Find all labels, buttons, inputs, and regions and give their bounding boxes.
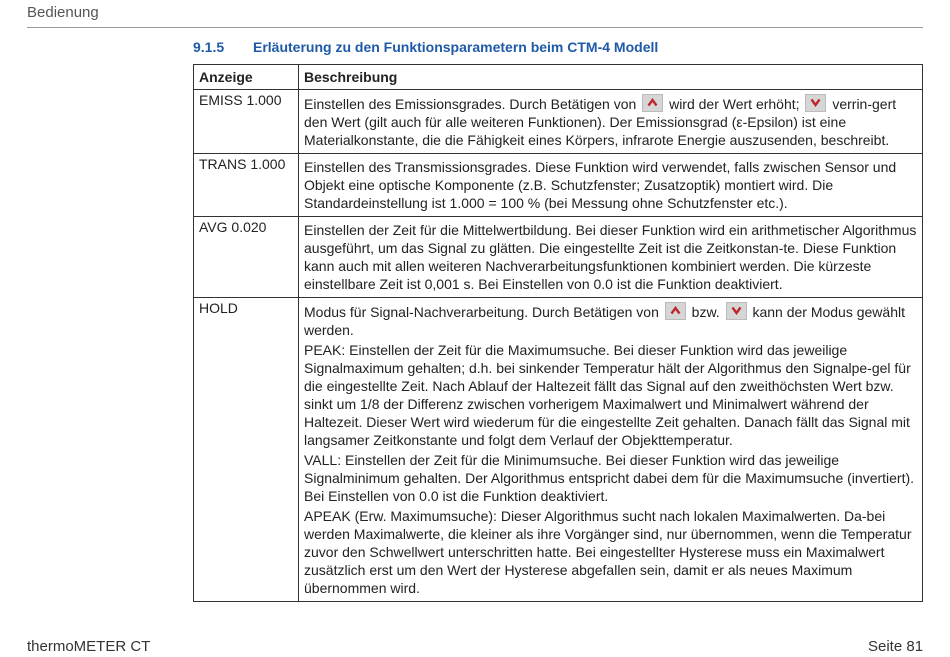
- description-cell: [299, 154, 923, 217]
- running-header: Bedienung: [27, 4, 99, 21]
- arrow-up-icon: [665, 302, 686, 320]
- description-text: Einstellen des Emissionsgrades. Durch Betätigen von: [304, 96, 637, 112]
- description-text: bzw.: [691, 304, 720, 320]
- description-cell: [299, 90, 923, 154]
- section-heading: [193, 39, 658, 55]
- display-cell: AVG 0.020: [194, 217, 299, 298]
- display-cell: TRANS 1.000: [194, 154, 299, 217]
- display-cell: HOLD: [194, 298, 299, 602]
- arrow-down-icon: [805, 94, 826, 112]
- description-paragraph-vall: VALL: Einstellen der Zeit für die Minimumsuche. Bei dieser Funktion wird das jeweilige Signalminimum gehalten. Der Algorithmus entspricht dabei dem für die Maximumsuche (invertiert). Bei Einstellen von 0.0 ist die Funktion deaktiviert.: [304, 452, 915, 504]
- table-row: [194, 217, 923, 298]
- table-row: [194, 90, 923, 154]
- column-header-anzeige: Anzeige: [194, 65, 299, 90]
- arrow-down-icon: [726, 302, 747, 320]
- description-cell: [299, 298, 923, 602]
- footer-product: thermoMETER CT: [27, 638, 151, 655]
- description-paragraph-apeak: APEAK (Erw. Maximumsuche): Dieser Algorithmus sucht nach lokalen Maximalwerten. Da-bei werden Maximalwerte, die kleiner als ihre Vorgänger sind, nur übernommen, wenn die Temperatur zuvor den Schwellwert unterschritten hatte. Bei eingestellter Hysterese muss ein Maximalwert zusätzlich erst um den Wert der Hysterese abgefallen sein, damit er als neues Maximum übernommen wird.: [304, 508, 912, 596]
- column-header-beschreibung: Beschreibung: [299, 65, 923, 90]
- table-row: [194, 298, 923, 602]
- description-paragraph: Einstellen der Zeit für die Mittelwertbildung. Bei dieser Funktion wird ein arithmetischer Algorithmus ausgeführt, um das Signal zu glätten. Die eingestellte Zeit ist die Zeitkonstan-te. Diese Funktion kann auch mit allen weiteren Nachverarbeitungsfunktionen kombiniert werden. Die kürzeste einstellbare Zeit ist 0,001 s. Bei Einstellen von 0.0 ist die Funktion deaktiviert.: [304, 222, 917, 292]
- function-parameter-table: [193, 64, 923, 602]
- description-paragraph-peak: PEAK: Einstellen der Zeit für die Maximumsuche. Bei dieser Funktion wird das jeweilige Signalmaximum gehalten; d.h. bei sinkender Temperatur hält der Algorithmus den Signalpe-gel für die eingestellte Zeit. Nach Ablauf der Haltezeit fällt das Signal auf den zweithöchsten Wert bzw. sinkt um 1/8 der Differenz zwischen vorherigem Maximalwert und Minimalwert während der Haltezeit. Dieser Wert wird wiederum für die eingestellte Zeit gehalten. Danach fällt das Signal mit langsamer Zeitkonstante und folgt dem Verlauf der Objekttemperatur.: [304, 342, 911, 448]
- description-text: wird der Wert erhöht;: [669, 96, 800, 112]
- section-number: 9.1.5: [193, 39, 225, 55]
- display-cell: EMISS 1.000: [194, 90, 299, 154]
- section-title: Erläuterung zu den Funktionsparametern beim CTM-4 Modell: [253, 39, 659, 55]
- footer-page-number: Seite 81: [868, 638, 924, 655]
- header-divider: [27, 27, 923, 28]
- description-text: verrin-gert den Wert (gilt auch für alle weiteren Funktionen). Der Emissionsgrad (ε-Epsilon) ist eine Materialkonstante, die die Fähigkeit eines Körpers, infrarote Energie auszusenden, beschreibt.: [304, 96, 897, 148]
- table-header-row: [194, 65, 923, 90]
- description-paragraph: [304, 302, 917, 339]
- description-cell: [299, 217, 923, 298]
- description-text: kann der Modus gewählt werden.: [304, 304, 905, 338]
- description-paragraph: Einstellen des Transmissionsgrades. Diese Funktion wird verwendet, falls zwischen Sensor und Objekt eine optische Komponente (z.B. Schutzfenster; Zusatzoptik) montiert wird. Die Standardeinstellung ist 1.000 = 100 % (bei Messung ohne Schutzfenster etc.).: [304, 159, 897, 211]
- arrow-up-icon: [642, 94, 663, 112]
- table-row: [194, 154, 923, 217]
- description-text: Modus für Signal-Nachverarbeitung. Durch Betätigen von: [304, 304, 659, 320]
- description-paragraph: [304, 94, 917, 149]
